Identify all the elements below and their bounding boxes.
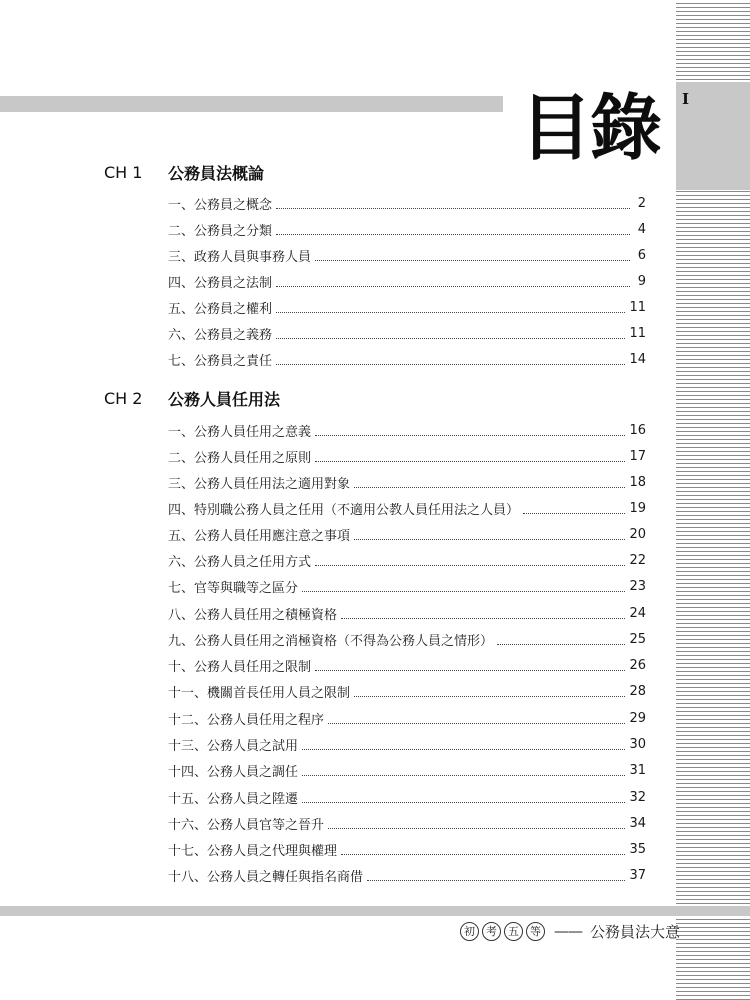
toc-entry-page: 29 xyxy=(629,710,646,726)
dot-leader xyxy=(302,792,625,803)
toc-entry-label: 十三、公務人員之試用 xyxy=(168,738,299,754)
toc-entry-label: 六、公務員之義務 xyxy=(168,327,273,343)
toc-entry[interactable] xyxy=(168,271,646,291)
toc-entry-page: 6 xyxy=(637,247,646,263)
series-char: 考 xyxy=(482,922,501,941)
dot-leader xyxy=(367,870,625,881)
toc-entry-label: 十四、公務人員之調任 xyxy=(168,764,299,780)
toc-entry[interactable] xyxy=(168,498,646,518)
toc-entry-label: 十八、公務人員之轉任與指名商借 xyxy=(168,869,364,885)
chapter-title: 公務人員任用法 xyxy=(168,389,281,409)
dot-leader xyxy=(302,581,625,592)
dot-leader xyxy=(315,425,625,436)
toc-entry-page: 19 xyxy=(629,500,646,516)
toc-entry[interactable] xyxy=(168,550,646,570)
book-title: 公務員法大意 xyxy=(589,922,680,941)
chapter-title: 公務員法概論 xyxy=(168,163,265,183)
toc-entry-label: 五、公務員之權利 xyxy=(168,301,273,317)
toc-entry[interactable] xyxy=(168,576,646,596)
toc-entry-label: 一、公務人員任用之意義 xyxy=(168,424,312,440)
dot-leader xyxy=(354,686,625,697)
toc-entry-label: 六、公務人員之任用方式 xyxy=(168,554,312,570)
dot-leader xyxy=(523,503,625,514)
dot-leader xyxy=(315,451,625,462)
toc-entry[interactable] xyxy=(168,865,646,885)
toc-entry-label: 二、公務人員任用之原則 xyxy=(168,450,312,466)
toc-entry-page: 26 xyxy=(629,657,646,673)
toc-entry[interactable] xyxy=(168,245,646,265)
toc-entry[interactable] xyxy=(168,839,646,859)
dot-leader xyxy=(276,198,630,209)
series-char: 五 xyxy=(504,922,523,941)
toc-entry-page: 37 xyxy=(629,867,646,883)
toc-entry-page: 28 xyxy=(629,683,646,699)
header-band xyxy=(0,96,503,112)
chapter-number: CH 2 xyxy=(104,388,143,408)
dot-leader xyxy=(354,529,625,540)
toc-entry-label: 十二、公務人員任用之程序 xyxy=(168,712,325,728)
dot-leader xyxy=(302,765,625,776)
toc-entry-label: 十五、公務人員之陞遷 xyxy=(168,791,299,807)
toc-entry-page: 34 xyxy=(629,815,646,831)
toc-entry[interactable] xyxy=(168,446,646,466)
toc-entry-page: 11 xyxy=(629,325,646,341)
toc-entry[interactable] xyxy=(168,681,646,701)
toc-entry[interactable] xyxy=(168,655,646,675)
toc-entry-label: 一、公務員之概念 xyxy=(168,197,273,213)
toc-entry-page: 4 xyxy=(637,221,646,237)
dot-leader xyxy=(315,555,625,566)
toc-entry[interactable] xyxy=(168,193,646,213)
toc-entry-page: 16 xyxy=(629,422,646,438)
toc-entry-label: 七、官等與職等之區分 xyxy=(168,580,299,596)
footer-band xyxy=(0,906,750,916)
toc-entry-page: 17 xyxy=(629,448,646,464)
dot-leader xyxy=(276,224,630,235)
page-footer xyxy=(460,920,680,942)
dot-leader xyxy=(315,250,630,261)
toc-entry-label: 四、特別職公務人員之任用（不適用公教人員任用法之人員） xyxy=(168,502,520,518)
dot-leader xyxy=(341,844,625,855)
toc-entry[interactable] xyxy=(168,603,646,623)
toc-entry-page: 32 xyxy=(629,789,646,805)
toc-entry-label: 十六、公務人員官等之晉升 xyxy=(168,817,325,833)
toc-entry-label: 八、公務人員任用之積極資格 xyxy=(168,607,338,623)
dot-leader xyxy=(497,634,625,645)
dot-leader xyxy=(328,818,625,829)
dot-leader xyxy=(354,477,625,488)
toc-entry-label: 十七、公務人員之代理與權理 xyxy=(168,843,338,859)
toc-entry-page: 23 xyxy=(629,578,646,594)
toc-entry[interactable] xyxy=(168,420,646,440)
dot-leader xyxy=(328,713,625,724)
toc-entry-page: 2 xyxy=(637,195,646,211)
series-char: 初 xyxy=(460,922,479,941)
toc-entry-label: 四、公務員之法制 xyxy=(168,275,273,291)
dot-leader xyxy=(276,354,625,365)
toc-entry-page: 30 xyxy=(629,736,646,752)
dot-leader xyxy=(341,608,625,619)
chapter-heading xyxy=(104,160,264,184)
chapter-heading xyxy=(104,386,280,410)
toc-entry[interactable] xyxy=(168,787,646,807)
toc-entry-label: 十、公務人員任用之限制 xyxy=(168,659,312,675)
toc-entry[interactable] xyxy=(168,349,646,369)
toc-entry-page: 24 xyxy=(629,605,646,621)
edge-tab-label: I xyxy=(682,90,690,108)
toc-entry[interactable] xyxy=(168,219,646,239)
toc-entry[interactable] xyxy=(168,472,646,492)
toc-entry[interactable] xyxy=(168,708,646,728)
toc-entry-label: 三、公務人員任用法之適用對象 xyxy=(168,476,351,492)
series-char: 等 xyxy=(526,922,545,941)
page-edge-tab xyxy=(676,82,750,190)
toc-entry-page: 22 xyxy=(629,552,646,568)
toc-entry-page: 20 xyxy=(629,526,646,542)
toc-entry-page: 35 xyxy=(629,841,646,857)
toc-entry-page: 31 xyxy=(629,762,646,778)
toc-entry[interactable] xyxy=(168,813,646,833)
toc-entry[interactable] xyxy=(168,760,646,780)
toc-entry[interactable] xyxy=(168,734,646,754)
toc-entry-label: 七、公務員之責任 xyxy=(168,353,273,369)
dot-leader xyxy=(302,739,625,750)
dot-leader xyxy=(276,328,625,339)
toc-entry-page: 25 xyxy=(629,631,646,647)
toc-entry-page: 14 xyxy=(629,351,646,367)
dot-leader xyxy=(276,302,625,313)
dot-leader xyxy=(276,276,630,287)
dot-leader xyxy=(315,660,625,671)
toc-entry-page: 9 xyxy=(637,273,646,289)
toc-entry-label: 五、公務人員任用應注意之事項 xyxy=(168,528,351,544)
footer-dash: —— xyxy=(553,922,582,940)
chapter-number: CH 1 xyxy=(104,162,143,182)
toc-entry[interactable] xyxy=(168,524,646,544)
toc-entry-label: 二、公務員之分類 xyxy=(168,223,273,239)
toc-entry[interactable] xyxy=(168,297,646,317)
page-title: 目錄 xyxy=(520,85,661,170)
toc-entry[interactable] xyxy=(168,323,646,343)
toc-entry-label: 三、政務人員與事務人員 xyxy=(168,249,312,265)
toc-entry[interactable] xyxy=(168,629,646,649)
toc-entry-page: 18 xyxy=(629,474,646,490)
toc-entry-label: 九、公務人員任用之消極資格（不得為公務人員之情形） xyxy=(168,633,494,649)
toc-entry-page: 11 xyxy=(629,299,646,315)
toc-entry-label: 十一、機關首長任用人員之限制 xyxy=(168,685,351,701)
